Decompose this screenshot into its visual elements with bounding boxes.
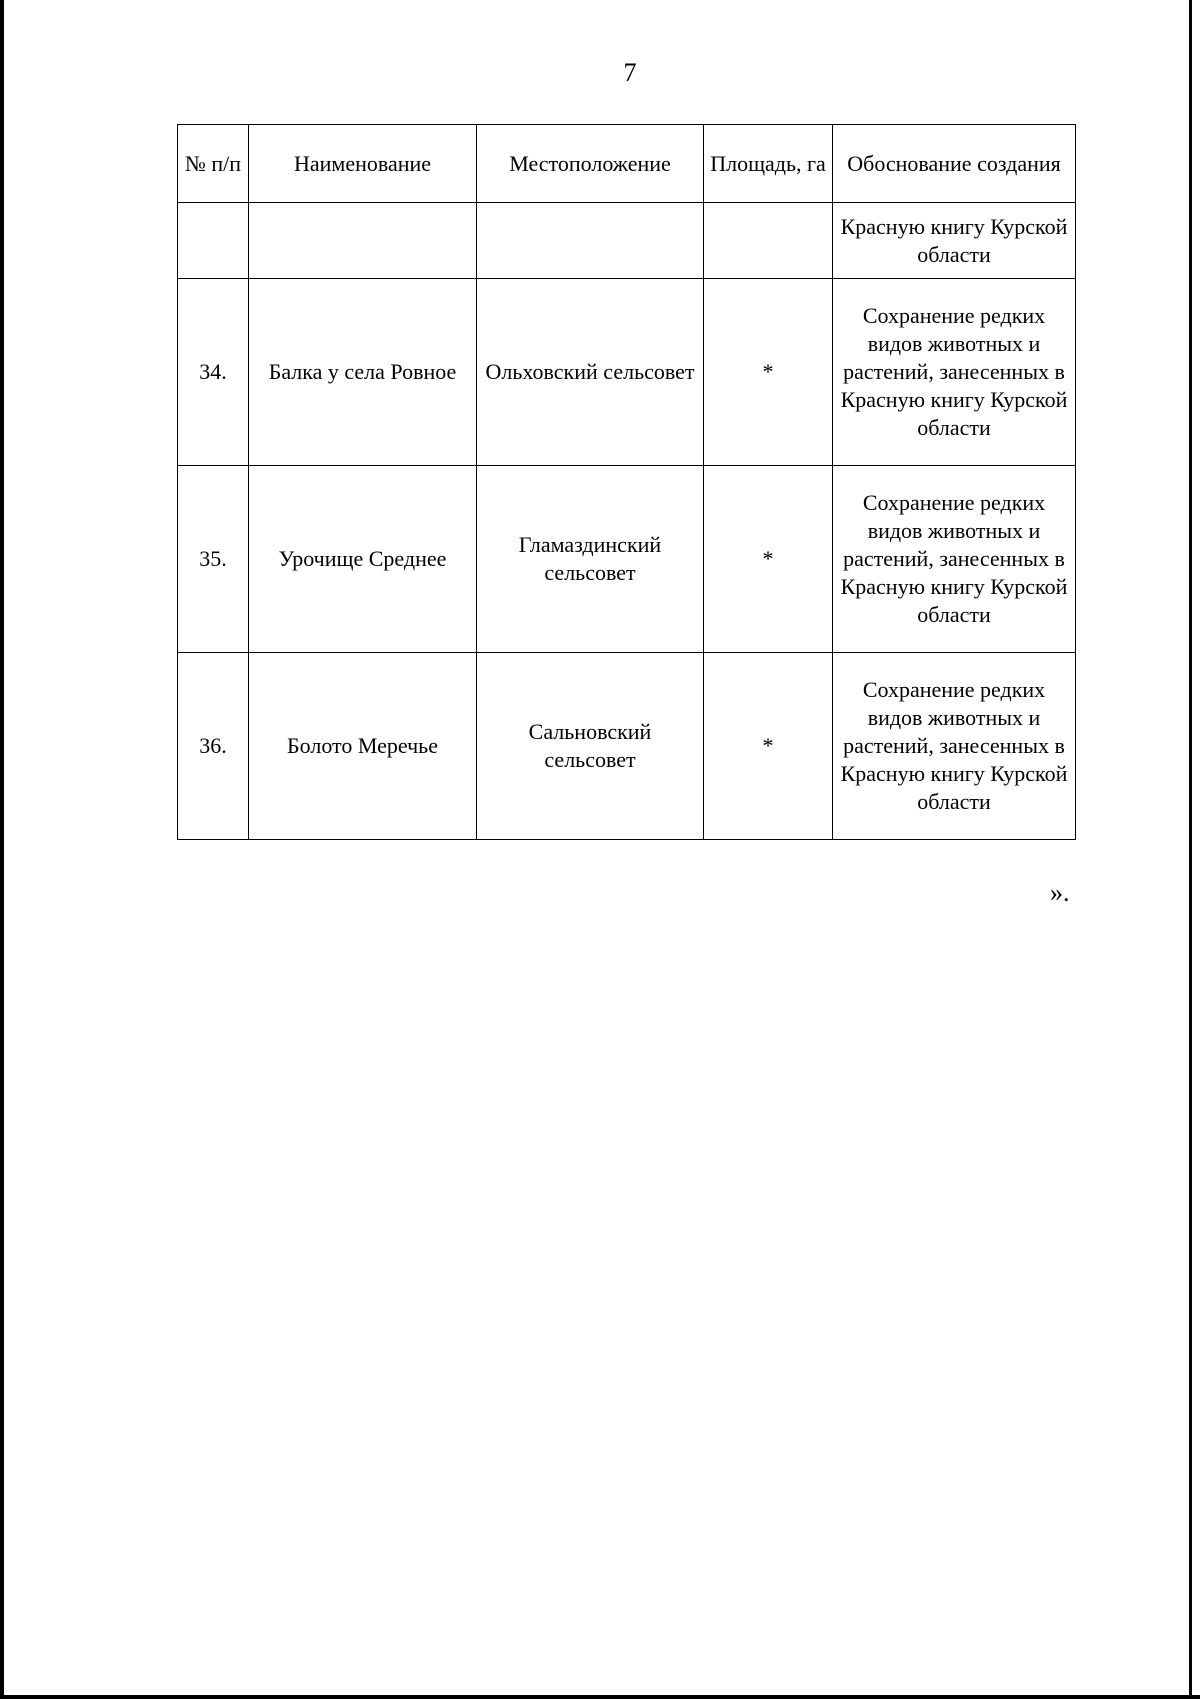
cell-justification: Сохранение редких видов животных и растений, занесенных в Красную книгу Курской области — [833, 653, 1076, 840]
header-num: № п/п — [178, 125, 249, 203]
cell-area — [704, 203, 833, 279]
table-row — [178, 279, 1076, 466]
protected-areas-table — [177, 124, 1076, 840]
table-header-row — [178, 125, 1076, 203]
header-name: Наименование — [249, 125, 477, 203]
cell-justification: Сохранение редких видов животных и растений, занесенных в Красную книгу Курской области — [833, 279, 1076, 466]
cell-num — [178, 203, 249, 279]
closing-quote-mark: ». — [1050, 878, 1070, 907]
scan-edge-right — [1189, 0, 1192, 1699]
header-location: Местоположение — [477, 125, 704, 203]
cell-location: Гламаздинский сельсовет — [477, 466, 704, 653]
table-row-continuation — [178, 203, 1076, 279]
scan-edge-left — [0, 0, 4, 1699]
cell-name: Балка у села Ровное — [249, 279, 477, 466]
cell-area: * — [704, 466, 833, 653]
cell-area: * — [704, 279, 833, 466]
cell-location: Ольховский сельсовет — [477, 279, 704, 466]
cell-num: 35. — [178, 466, 249, 653]
cell-location: Сальновский сельсовет — [477, 653, 704, 840]
page-number: 7 — [623, 58, 637, 87]
table-row — [178, 466, 1076, 653]
cell-justification: Сохранение редких видов животных и растений, занесенных в Красную книгу Курской области — [833, 466, 1076, 653]
header-justification: Обоснование создания — [833, 125, 1076, 203]
cell-justification: Красную книгу Курской области — [833, 203, 1076, 279]
header-area: Площадь, га — [704, 125, 833, 203]
cell-area: * — [704, 653, 833, 840]
cell-name: Болото Меречье — [249, 653, 477, 840]
cell-name: Урочище Среднее — [249, 466, 477, 653]
cell-num: 34. — [178, 279, 249, 466]
scan-edge-bottom — [0, 1695, 1200, 1699]
cell-name — [249, 203, 477, 279]
table-row — [178, 653, 1076, 840]
cell-location — [477, 203, 704, 279]
cell-num: 36. — [178, 653, 249, 840]
